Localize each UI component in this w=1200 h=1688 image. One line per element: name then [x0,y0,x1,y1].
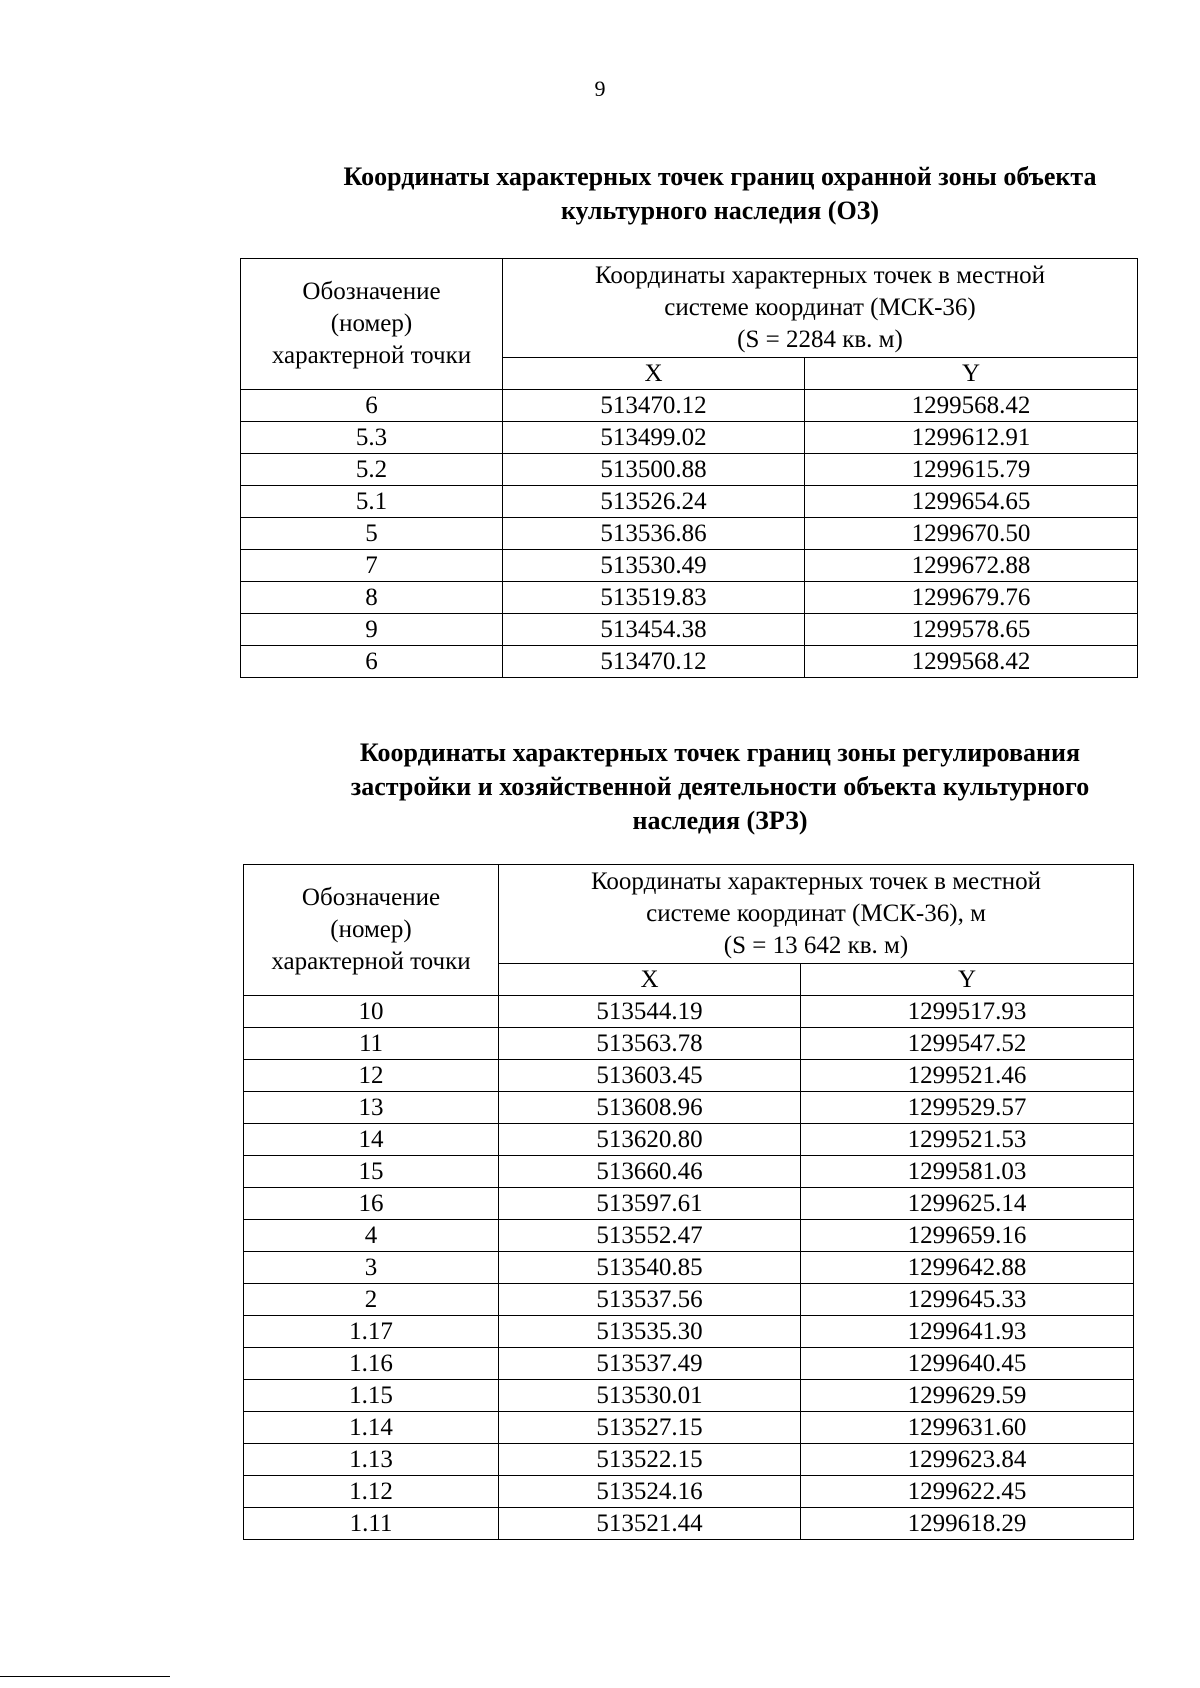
table-row [241,550,1138,582]
section1-heading-line2: культурного наследия (ОЗ) [560,196,880,225]
table-row [244,1028,1134,1060]
y-cell: 1299618.29 [801,1508,1134,1540]
table-row [241,582,1138,614]
point-label-line3: характерной точки [271,948,471,975]
y-cell: 1299629.59 [801,1380,1134,1412]
table-row [244,1060,1134,1092]
point-cell: 1.11 [244,1508,499,1540]
y-cell: 1299625.14 [801,1188,1134,1220]
table-row [244,1156,1134,1188]
point-cell: 12 [244,1060,499,1092]
point-label-line1: Обозначение [302,278,441,305]
x-cell: 513530.01 [499,1380,801,1412]
table-row [244,1316,1134,1348]
x-cell: 513620.80 [499,1124,801,1156]
section1-heading-line1: Координаты характерных точек границ охранной зоны объекта [343,162,1097,191]
y-cell: 1299568.42 [805,390,1138,422]
point-cell: 7 [241,550,503,582]
point-label-line1: Обозначение [301,884,441,911]
x-cell: 513535.30 [499,1316,801,1348]
footnote-rule [0,1676,170,1677]
y-cell: 1299568.42 [805,646,1138,678]
point-cell: 1.12 [244,1476,499,1508]
y-cell: 1299521.53 [801,1124,1134,1156]
point-label-line2: (номер) [330,310,413,337]
coords-header-line1: Координаты характерных точек в местной [591,868,1042,895]
table-row [244,1124,1134,1156]
section2-heading-line3: наследия (ЗРЗ) [632,806,808,835]
x-cell: 513470.12 [503,390,805,422]
point-cell: 8 [241,582,503,614]
point-cell: 11 [244,1028,499,1060]
zrz-table-body [244,996,1134,1540]
y-cell: 1299622.45 [801,1476,1134,1508]
y-cell: 1299645.33 [801,1284,1134,1316]
y-cell: 1299679.76 [805,582,1138,614]
y-cell: 1299521.46 [801,1060,1134,1092]
point-cell: 5.1 [241,486,503,518]
table-row [244,1380,1134,1412]
point-cell: 14 [244,1124,499,1156]
point-cell: 16 [244,1188,499,1220]
x-column-header: X [499,964,801,996]
table-row [241,518,1138,550]
y-cell: 1299615.79 [805,454,1138,486]
point-cell: 1.17 [244,1316,499,1348]
x-cell: 513603.45 [499,1060,801,1092]
page-number: 9 [594,76,606,101]
y-cell: 1299581.03 [801,1156,1134,1188]
table-row [241,390,1138,422]
coords-header-line1: Координаты характерных точек в местной [595,262,1046,289]
point-cell: 10 [244,996,499,1028]
coords-header-line2: системе координат (МСК-36) [664,294,976,321]
table-row [244,1348,1134,1380]
table-row [244,1252,1134,1284]
x-column-header: X [503,358,805,390]
x-cell: 513563.78 [499,1028,801,1060]
x-cell: 513470.12 [503,646,805,678]
table-row [244,1412,1134,1444]
table-row [244,1508,1134,1540]
table-row [241,646,1138,678]
x-cell: 513524.16 [499,1476,801,1508]
point-cell: 1.16 [244,1348,499,1380]
table-row [241,454,1138,486]
point-cell: 5 [241,518,503,550]
table-row [244,996,1134,1028]
coordinates-header [503,259,1138,358]
point-cell: 3 [244,1252,499,1284]
y-cell: 1299670.50 [805,518,1138,550]
table-row [244,1092,1134,1124]
table-row [244,1188,1134,1220]
x-cell: 513522.15 [499,1444,801,1476]
y-cell: 1299529.57 [801,1092,1134,1124]
oz-coordinates-table [240,258,1138,678]
table-row [244,1444,1134,1476]
coords-header-line3: (S = 13 642 кв. м) [723,932,909,959]
y-cell: 1299672.88 [805,550,1138,582]
point-cell: 1.15 [244,1380,499,1412]
y-cell: 1299578.65 [805,614,1138,646]
table-row [244,1220,1134,1252]
y-cell: 1299612.91 [805,422,1138,454]
y-column-header: Y [805,358,1138,390]
point-cell: 2 [244,1284,499,1316]
zrz-coordinates-table [243,864,1134,1540]
y-column-header: Y [801,964,1134,996]
x-cell: 513552.47 [499,1220,801,1252]
y-cell: 1299517.93 [801,996,1134,1028]
y-cell: 1299631.60 [801,1412,1134,1444]
point-label-line3: характерной точки [271,342,472,369]
y-cell: 1299659.16 [801,1220,1134,1252]
table-row [241,486,1138,518]
x-cell: 513519.83 [503,582,805,614]
x-cell: 513608.96 [499,1092,801,1124]
point-cell: 6 [241,646,503,678]
table-row [244,1284,1134,1316]
point-cell: 13 [244,1092,499,1124]
x-cell: 513500.88 [503,454,805,486]
x-cell: 513540.85 [499,1252,801,1284]
x-cell: 513597.61 [499,1188,801,1220]
x-cell: 513521.44 [499,1508,801,1540]
point-cell: 6 [241,390,503,422]
table-row [241,614,1138,646]
x-cell: 513660.46 [499,1156,801,1188]
section2-heading-line2: застройки и хозяйственной деятельности объекта культурного [350,772,1090,801]
x-cell: 513454.38 [503,614,805,646]
coordinates-header [499,865,1134,964]
section1-heading [280,160,1160,228]
coords-header-line2: системе координат (МСК-36), м [646,900,986,927]
point-cell: 4 [244,1220,499,1252]
point-cell: 9 [241,614,503,646]
x-cell: 513537.49 [499,1348,801,1380]
y-cell: 1299640.45 [801,1348,1134,1380]
x-cell: 513526.24 [503,486,805,518]
x-cell: 513530.49 [503,550,805,582]
x-cell: 513499.02 [503,422,805,454]
point-cell: 5.3 [241,422,503,454]
y-cell: 1299654.65 [805,486,1138,518]
y-cell: 1299641.93 [801,1316,1134,1348]
point-label-header [244,865,499,996]
coords-header-line3: (S = 2284 кв. м) [737,326,903,353]
point-cell: 15 [244,1156,499,1188]
x-cell: 513544.19 [499,996,801,1028]
x-cell: 513537.56 [499,1284,801,1316]
point-cell: 1.13 [244,1444,499,1476]
table-row [241,422,1138,454]
y-cell: 1299623.84 [801,1444,1134,1476]
x-cell: 513527.15 [499,1412,801,1444]
oz-table-body [241,390,1138,678]
section2-heading-line1: Координаты характерных точек границ зоны регулирования [359,738,1081,767]
point-cell: 1.14 [244,1412,499,1444]
point-label-header [241,259,503,390]
x-cell: 513536.86 [503,518,805,550]
point-label-line2: (номер) [330,916,412,943]
y-cell: 1299547.52 [801,1028,1134,1060]
point-cell: 5.2 [241,454,503,486]
table-row [244,1476,1134,1508]
y-cell: 1299642.88 [801,1252,1134,1284]
section2-heading [280,736,1160,838]
